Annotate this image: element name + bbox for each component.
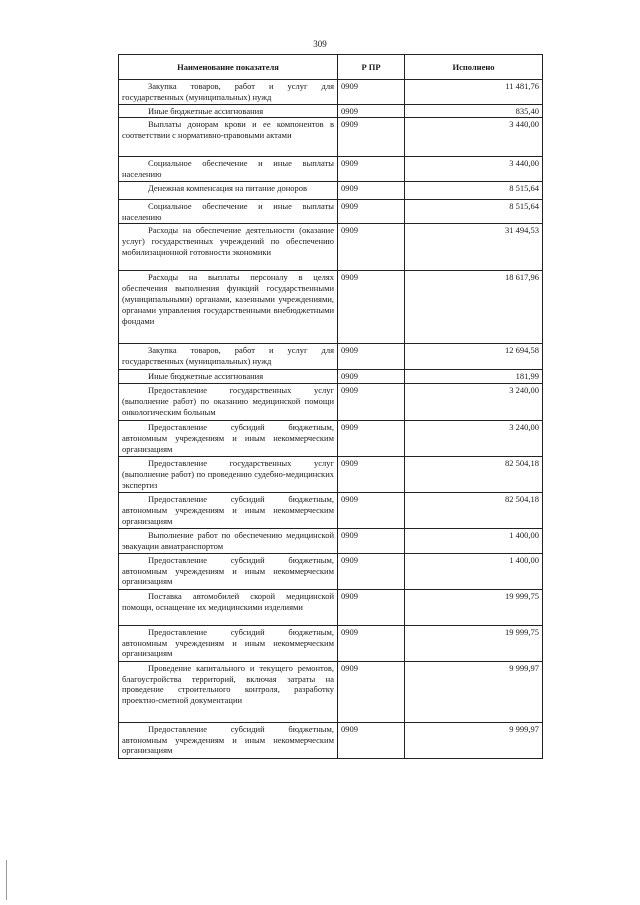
row-executed-amount-cell: 9 999,97 xyxy=(405,722,543,758)
table-row xyxy=(119,625,543,661)
row-section-code-cell: 0909 xyxy=(338,370,405,384)
row-executed-amount-cell: 82 504,18 xyxy=(405,493,543,529)
table-row xyxy=(119,457,543,493)
row-executed-amount-cell: 3 440,00 xyxy=(405,118,543,157)
table-row xyxy=(119,384,543,421)
row-executed-amount-cell: 12 694,58 xyxy=(405,344,543,370)
table-row xyxy=(119,80,543,105)
row-name-cell: Предоставление субсидий бюджетным, автономным учреждениям и иным некоммерческим организациям xyxy=(119,421,338,457)
row-executed-amount-cell: 8 515,64 xyxy=(405,181,543,199)
row-name-cell: Предоставление государственных услуг (выполнение работ) по проведению судебно-медицинских экспертиз xyxy=(119,457,338,493)
column-header-name: Наименование показателя xyxy=(119,55,338,80)
table-header-row xyxy=(119,55,543,80)
row-name-cell: Предоставление субсидий бюджетным, автономным учреждениям и иным некоммерческим организациям xyxy=(119,553,338,589)
row-executed-amount-cell: 9 999,97 xyxy=(405,661,543,722)
row-executed-amount-cell: 1 400,00 xyxy=(405,553,543,589)
row-executed-amount-cell: 19 999,75 xyxy=(405,625,543,661)
table-row xyxy=(119,589,543,625)
table-row xyxy=(119,199,543,224)
row-section-code-cell: 0909 xyxy=(338,529,405,554)
row-executed-amount-cell: 82 504,18 xyxy=(405,457,543,493)
row-name-cell: Закупка товаров, работ и услуг для государственных (муниципальных) нужд xyxy=(119,80,338,105)
table-row xyxy=(119,104,543,118)
row-name-cell: Социальное обеспечение и иные выплаты населению xyxy=(119,199,338,224)
row-section-code-cell: 0909 xyxy=(338,457,405,493)
row-executed-amount-cell: 31 494,53 xyxy=(405,224,543,271)
row-section-code-cell: 0909 xyxy=(338,118,405,157)
row-section-code-cell: 0909 xyxy=(338,181,405,199)
row-executed-amount-cell: 11 481,76 xyxy=(405,80,543,105)
report-table xyxy=(118,54,543,759)
row-section-code-cell: 0909 xyxy=(338,344,405,370)
row-section-code-cell: 0909 xyxy=(338,271,405,344)
table-row xyxy=(119,344,543,370)
row-name-cell: Предоставление субсидий бюджетным, автономным учреждениям и иным некоммерческим организациям xyxy=(119,493,338,529)
row-section-code-cell: 0909 xyxy=(338,493,405,529)
table-body xyxy=(119,80,543,759)
row-name-cell: Поставка автомобилей скорой медицинской помощи, оснащение их медицинскими изделиями xyxy=(119,589,338,625)
row-name-cell: Иные бюджетные ассигнования xyxy=(119,370,338,384)
row-name-cell: Проведение капитального и текущего ремонтов, благоустройства территорий, включая затраты на проведение строительного контроля, разработку проектно-сметной документации xyxy=(119,661,338,722)
row-section-code-cell: 0909 xyxy=(338,589,405,625)
row-name-cell: Денежная компенсация на питание доноров xyxy=(119,181,338,199)
row-name-cell: Расходы на обеспечение деятельности (оказание услуг) государственных учреждений по обеспечению мобилизационной готовности экономики xyxy=(119,224,338,271)
table-row xyxy=(119,493,543,529)
row-name-cell: Предоставление государственных услуг (выполнение работ) по оказанию медицинской помощи онкологическим больным xyxy=(119,384,338,421)
column-header-section-code: Р ПР xyxy=(338,55,405,80)
table-row xyxy=(119,661,543,722)
row-section-code-cell: 0909 xyxy=(338,553,405,589)
row-section-code-cell: 0909 xyxy=(338,224,405,271)
row-section-code-cell: 0909 xyxy=(338,625,405,661)
row-section-code-cell: 0909 xyxy=(338,80,405,105)
table-row xyxy=(119,553,543,589)
row-name-cell: Закупка товаров, работ и услуг для государственных (муниципальных) нужд xyxy=(119,344,338,370)
row-executed-amount-cell: 181,99 xyxy=(405,370,543,384)
column-header-executed: Исполнено xyxy=(405,55,543,80)
row-executed-amount-cell: 8 515,64 xyxy=(405,199,543,224)
row-executed-amount-cell: 19 999,75 xyxy=(405,589,543,625)
row-executed-amount-cell: 835,40 xyxy=(405,104,543,118)
page-number: 309 xyxy=(313,39,327,49)
row-section-code-cell: 0909 xyxy=(338,104,405,118)
row-name-cell: Предоставление субсидий бюджетным, автономным учреждениям и иным некоммерческим организациям xyxy=(119,722,338,758)
table-row xyxy=(119,181,543,199)
row-executed-amount-cell: 3 240,00 xyxy=(405,384,543,421)
row-executed-amount-cell: 3 440,00 xyxy=(405,157,543,182)
row-name-cell: Выполнение работ по обеспечению медицинской эвакуации авиатранспортом xyxy=(119,529,338,554)
row-executed-amount-cell: 3 240,00 xyxy=(405,421,543,457)
table-row xyxy=(119,118,543,157)
scan-margin-mark xyxy=(6,860,7,900)
table-row xyxy=(119,722,543,758)
row-name-cell: Социальное обеспечение и иные выплаты населению xyxy=(119,157,338,182)
row-executed-amount-cell: 1 400,00 xyxy=(405,529,543,554)
row-name-cell: Расходы на выплаты персоналу в целях обеспечения выполнения функций государственными (муниципальными) органами, казенными учреждениями, органами управления государственными внебюджетными фондами xyxy=(119,271,338,344)
table-row xyxy=(119,271,543,344)
table-row xyxy=(119,421,543,457)
table-row xyxy=(119,224,543,271)
row-section-code-cell: 0909 xyxy=(338,722,405,758)
row-name-cell: Иные бюджетные ассигнования xyxy=(119,104,338,118)
table-row xyxy=(119,529,543,554)
row-section-code-cell: 0909 xyxy=(338,421,405,457)
row-section-code-cell: 0909 xyxy=(338,661,405,722)
table-row xyxy=(119,157,543,182)
table-row xyxy=(119,370,543,384)
row-name-cell: Выплаты донорам крови и ее компонентов в соответствии с нормативно-правовыми актами xyxy=(119,118,338,157)
row-section-code-cell: 0909 xyxy=(338,157,405,182)
row-name-cell: Предоставление субсидий бюджетным, автономным учреждениям и иным некоммерческим организациям xyxy=(119,625,338,661)
row-section-code-cell: 0909 xyxy=(338,199,405,224)
row-section-code-cell: 0909 xyxy=(338,384,405,421)
row-executed-amount-cell: 18 617,96 xyxy=(405,271,543,344)
